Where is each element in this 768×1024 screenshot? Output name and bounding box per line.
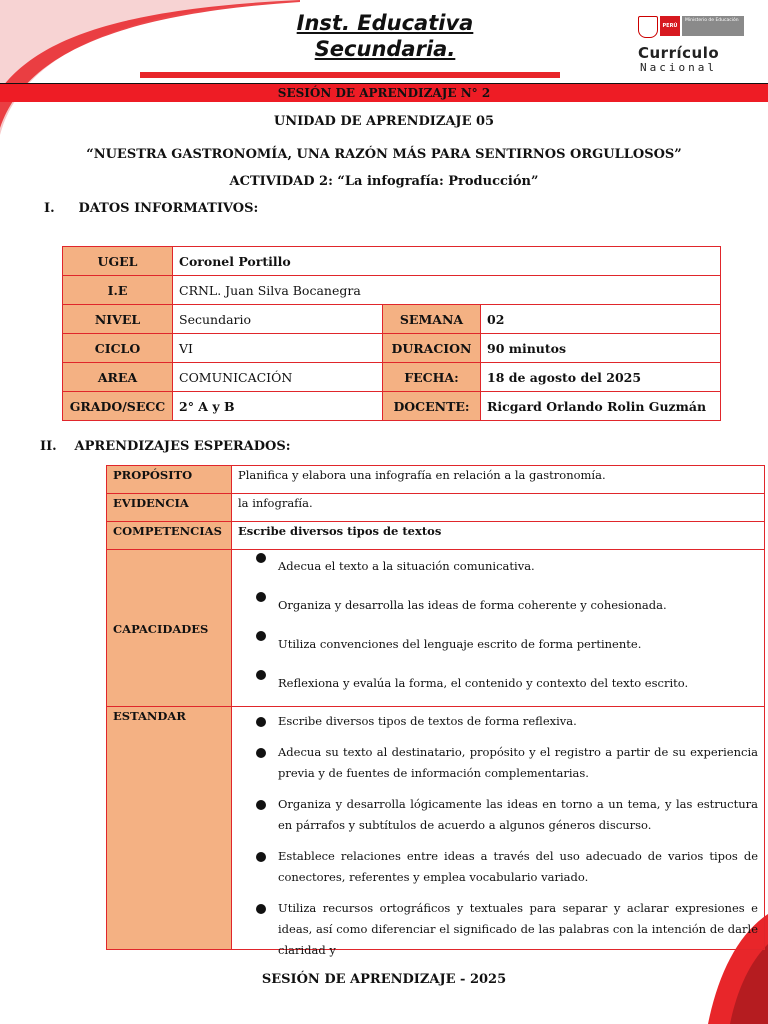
table-row [63,392,721,421]
competencias-label: COMPETENCIAS [107,522,232,550]
grado-label: GRADO/SECC [63,392,173,421]
bullet-icon [256,717,266,727]
logo-brand-line1: Currículo [638,44,720,62]
nivel-label: NIVEL [63,305,173,334]
duracion-label: DURACION [383,334,481,363]
capacidades-label: CAPACIDADES [107,550,232,707]
competencias-value: Escribe diversos tipos de textos [232,522,765,550]
capacidad-text: Adecua el texto a la situación comunicativa. [278,559,535,573]
fecha-value: 18 de agosto del 2025 [481,363,721,392]
evidencia-value: la infografía. [232,494,765,522]
curriculo-nacional-logo [634,14,748,76]
ie-value: CRNL. Juan Silva Bocanegra [173,276,721,305]
table-row [107,707,765,950]
list-item [232,550,758,589]
table-row [63,247,721,276]
institution-title [270,10,500,62]
estandar-text: Establece relaciones entre ideas a través del uso adecuado de varios tipos de conectores, referentes y emplea vocabulario variado. [278,849,758,884]
estandar-clip [232,707,758,957]
evidencia-label: EVIDENCIA [107,494,232,522]
list-item [232,742,758,784]
session-band [0,83,768,102]
capacidades-cell [232,550,765,707]
unit-heading: UNIDAD DE APRENDIZAJE 05 [273,114,495,129]
area-value: COMUNICACIÓN [173,363,383,392]
nivel-value: Secundario [173,305,383,334]
proposito-label: PROPÓSITO [107,466,232,494]
section1-number: I. [44,201,55,216]
bullet-icon [256,748,266,758]
session-band-text: SESIÓN DE APRENDIZAJE N° 2 [277,86,491,100]
capacidad-text: Organiza y desarrolla las ideas de forma coherente y cohesionada. [278,598,667,612]
section2-number: II. [40,439,57,454]
coat-of-arms-icon [638,16,658,38]
bullet-icon [256,670,266,680]
ministry-label: Ministerio de Educación [682,16,744,36]
proposito-value: Planifica y elabora una infografía en relación a la gastronomía. [232,466,765,494]
list-item [232,846,758,888]
bullet-icon [256,904,266,914]
ie-label: I.E [63,276,173,305]
capacidades-list [232,550,758,706]
table-row [107,466,765,494]
institution-title-line1: Inst. Educativa [296,11,474,35]
section2-title: APRENDIZAJES ESPERADOS: [74,439,291,454]
estandar-label: ESTANDAR [107,707,232,950]
unit-title: “NUESTRA GASTRONOMÍA, UNA RAZÓN MÁS PARA SENTIRNOS ORGULLOSOS” [86,147,682,162]
semana-value: 02 [481,305,721,334]
info-table [62,246,721,421]
fecha-label: FECHA: [383,363,481,392]
table-row [63,276,721,305]
grado-value: 2° A y B [173,392,383,421]
bullet-icon [256,553,266,563]
bullet-icon [256,852,266,862]
section2-heading [40,439,291,454]
estandar-list [232,711,758,961]
estandar-text: Organiza y desarrolla lógicamente las ideas en torno a un tema, y las estructura en párrafos y subtítulos de acuerdo a algunos géneros discurso. [278,797,758,832]
table-row [107,494,765,522]
bullet-icon [256,631,266,641]
list-item [232,794,758,836]
capacidad-text: Reflexiona y evalúa la forma, el contenido y contexto del texto escrito. [278,676,689,690]
list-item [232,711,758,732]
docente-label: DOCENTE: [383,392,481,421]
learning-table [106,465,765,957]
section1-heading [44,201,258,216]
header-rule [140,72,560,78]
activity-heading: ACTIVIDAD 2: “La infografía: Producción” [229,174,539,189]
duracion-value: 90 minutos [481,334,721,363]
ciclo-value: VI [173,334,383,363]
estandar-cell [232,707,765,957]
list-item [232,667,758,706]
ciclo-label: CICLO [63,334,173,363]
table-row [107,550,765,707]
estandar-text: Escribe diversos tipos de textos de forma reflexiva. [278,714,577,728]
docente-value: Ricgard Orlando Rolin Guzmán [481,392,721,421]
ugel-label: UGEL [63,247,173,276]
list-item [232,898,758,961]
capacidad-text: Utiliza convenciones del lenguaje escrito de forma pertinente. [278,637,642,651]
list-item [232,589,758,628]
bullet-icon [256,800,266,810]
section1-title: DATOS INFORMATIVOS: [78,201,259,216]
ugel-value: Coronel Portillo [173,247,721,276]
estandar-text: Adecua su texto al destinatario, propósito y el registro a partir de su experiencia previa y de fuentes de información complementarias. [278,745,758,780]
semana-label: SEMANA [383,305,481,334]
institution-title-line2: Secundaria. [314,37,456,61]
list-item [232,628,758,667]
area-label: AREA [63,363,173,392]
table-row [63,305,721,334]
table-row [107,522,765,550]
bullet-icon [256,592,266,602]
table-row [63,363,721,392]
estandar-text: Utiliza recursos ortográficos y textuales para separar y aclarar expresiones e ideas, así como diferenciar el significado de las palabras con la intención de darle claridad y [278,901,758,957]
table-row [63,334,721,363]
page-footer: SESIÓN DE APRENDIZAJE - 2025 [261,972,507,987]
logo-brand-line2: Nacional [640,61,717,74]
peru-flag-label: PERÚ [660,16,680,36]
